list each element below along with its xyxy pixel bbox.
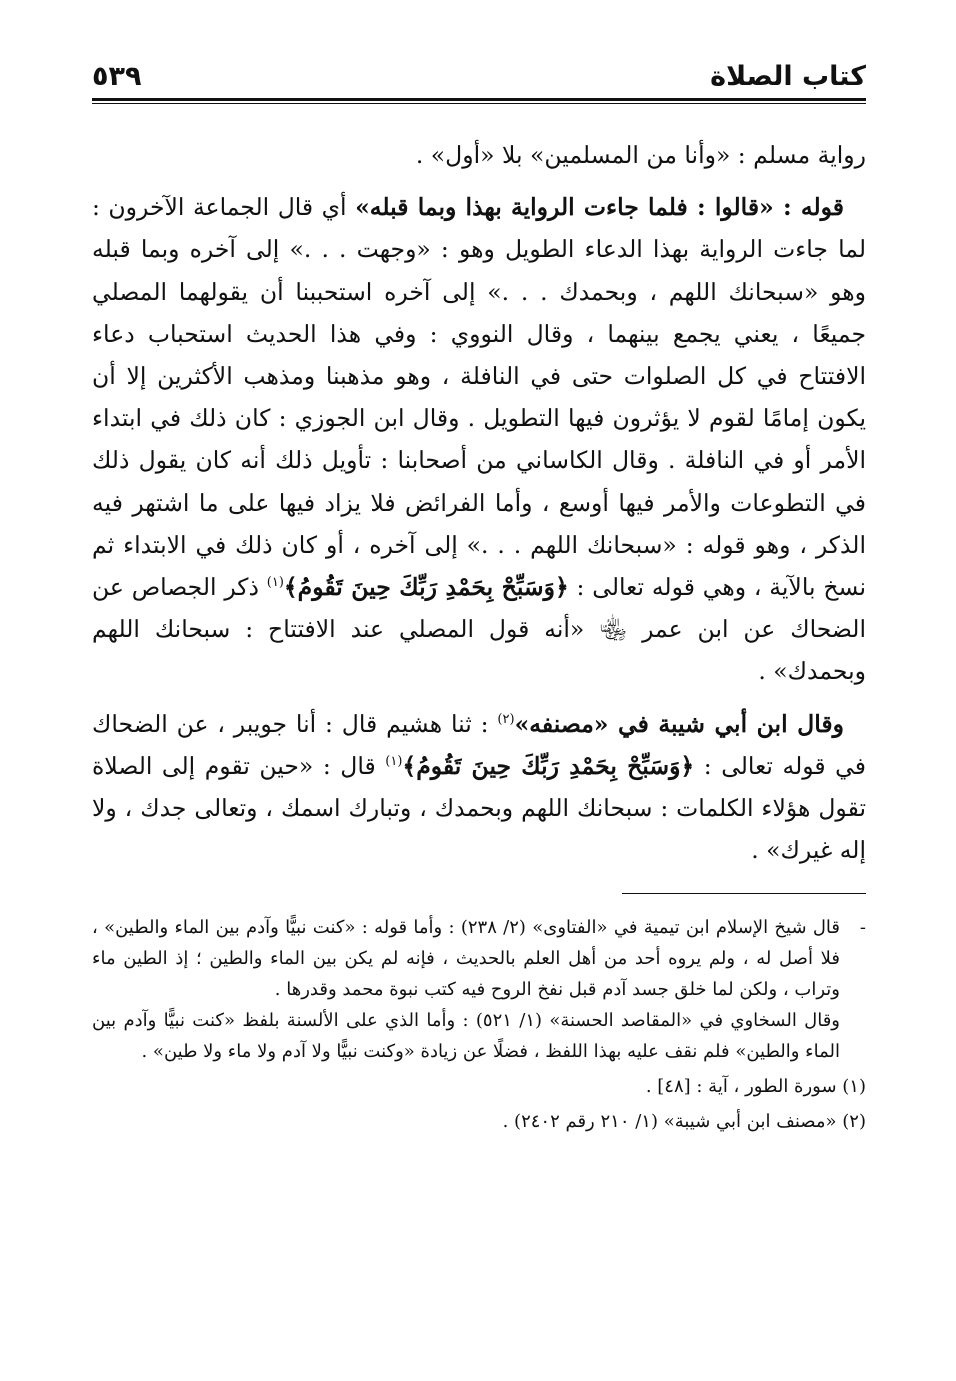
footnote-ref-1b: (١) [385,754,403,770]
quran-verse-1: ﴿وَسَبِّحْ بِحَمْدِ رَبِّكَ حِينَ تَقُومُ﴾ [283,573,569,602]
page-number: ٥٣٩ [92,61,142,92]
footnote-continued-b: وقال السخاوي في «المقاصد الحسنة» (١/ ٥٢١) : وأما الذي على الألسنة بلفظ «كنت نبيًّا وآدم بين الماء والطين» فلم نقف عليه بهذا اللفظ ، فضلًا عن زيادة «وكنت نبيًّا ولا آدم ولا ماء ولا طين» . [92,1010,840,1063]
footnote-rule [622,893,866,894]
paragraph-1 [92,186,866,692]
footnote-continued-a: قال شيخ الإسلام ابن تيمية في «الفتاوى» (٢/ ٢٣٨) : وأما قوله : «كنت نبيًّا وآدم بين الماء والطين» ، فلا أصل له ، ولم يروه أحد من أهل العلم بالحديث ، فإنه لم يكن بين الماء والطين ؛ إذ الطين ماء وتراب ، ولكن لما خلق جسد آدم قبل نفخ الروح فيه كتب نبوة محمد وقدرها . [92,917,841,1001]
footnote-ref-1: (١) [266,575,284,591]
footnotes [92,912,866,1137]
footnote-1: (١) سورة الطور ، آية : [٤٨] . [645,1076,866,1098]
quran-verse-2: ﴿وَسَبِّحْ بِحَمْدِ رَبِّكَ حِينَ تَقُومُ﴾ [402,751,695,780]
paragraph-1-text-2: ذكر الجصاص عن الضحاك عن ابن عمر ﵄ «أنه قول المصلي عند الافتتاح : سبحانك اللهم وبحمدك» . [92,573,866,686]
paragraph-2-lead: وقال ابن أبي شيبة في «مصنفه» [514,709,844,738]
paragraph-1-text: أي قال الجماعة الآخرون : لما جاءت الرواية بهذا الدعاء الطويل وهو : «وجهت . . .» إلى آخره وبما قبله وهو «سبحانك اللهم ، وبحمدك . . .» إلى آخره استحببنا أن يقولهما المصلي جميعًا ، يعني يجمع بينهما ، وقال النووي : وفي هذا الحديث استحباب دعاء الافتتاح في كل الصلوات حتى في النافلة ، وهو مذهبنا ومذهب الأكثرين إلا أن يكون إمامًا لقوم لا يؤثرون فيها التطويل . وقال ابن الجوزي : كان ذلك في ابتداء الأمر أو في النافلة . وقال الكاساني من أصحابنا : تأويل ذلك أنه كان يقول ذلك في التطوعات والأمر فيها أوسع ، وأما الفرائض فلا يزاد فيها على ما اشتهر فيه الذكر ، وهو قوله : «سبحانك اللهم . . .» إلى آخره ، أو كان ذلك في الابتداء ثم نسخ بالآية ، وهي قوله تعالى : [92,193,867,602]
footnote-dash: - [859,917,866,939]
footnote-continued [92,912,866,1067]
paragraph-2 [92,703,866,872]
page-header [92,52,866,92]
header-rule [92,98,866,104]
footnote-2: (٢) «مصنف ابن أبي شيبة» (١/ ٢١٠ رقم ٢٤٠٢) . [502,1111,866,1133]
main-text [92,134,866,871]
book-title: كتاب الصلاة [710,61,866,92]
paragraph-2-text: : ثنا هشيم قال : أنا جويبر ، عن الضحاك في قوله تعالى : [92,709,866,780]
paragraph-0: رواية مسلم : «وأنا من المسلمين» بلا «أول» . [415,141,866,169]
paragraph-1-lead: قوله : «قالوا : فلما جاءت الرواية بهذا وبما قبله» [355,193,844,222]
paragraph-2-text-2: قال : «حين تقوم إلى الصلاة تقول هؤلاء الكلمات : سبحانك اللهم وبحمدك ، وتبارك اسمك ، وتعالى جدك ، ولا إله غيرك» . [92,751,866,865]
footnote-ref-2: (٢) [497,711,515,727]
